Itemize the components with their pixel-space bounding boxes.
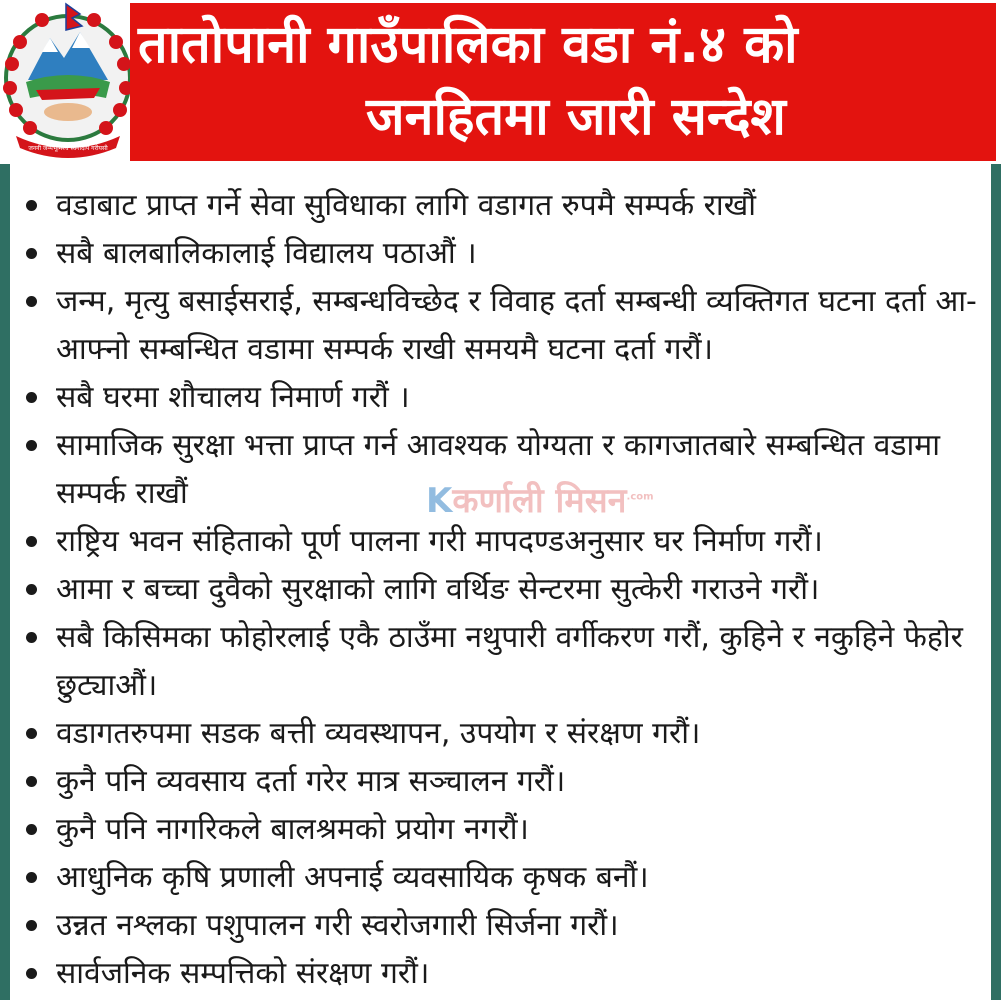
message-text: वडागतरुपमा सडक बत्ती व्यवस्थापन, उपयोग र संरक्षण गरौं। [56, 716, 701, 751]
list-item [10, 854, 991, 902]
emblem-motto: जननी जन्मभूमिश्च स्वर्गादपि गरीयसी [28, 145, 108, 152]
bullet-icon [26, 728, 37, 739]
list-item [10, 278, 991, 374]
message-text: आधुनिक कृषि प्रणाली अपनाई व्यवसायिक कृषक बनौं। [56, 860, 649, 895]
message-text: सामाजिक सुरक्षा भत्ता प्राप्त गर्न आवश्यक योग्यता र कागजातबारे सम्बन्धित वडामा सम्पर्क राखौं [56, 428, 941, 511]
watermark-suffix: .com [626, 491, 654, 503]
bullet-icon [26, 200, 37, 211]
list-item [10, 710, 991, 758]
list-item [10, 566, 991, 614]
message-text: राष्ट्रिय भवन संहिताको पूर्ण पालना गरी मापदण्डअनुसार घर निर्माण गरौं। [56, 524, 823, 559]
list-item [10, 758, 991, 806]
bullet-icon [26, 824, 37, 835]
list-item [10, 182, 991, 230]
watermark-k: K [426, 481, 453, 521]
poster-header [0, 0, 1001, 164]
list-item [10, 950, 991, 998]
bullet-icon [26, 920, 37, 931]
message-text: सबै किसिमका फोहोरलाई एकै ठाउँमा नथुपारी वर्गीकरण गरौं, कुहिने र नकुहिने फेहोर छुट्याऔं। [56, 620, 963, 703]
list-item [10, 374, 991, 422]
message-text: कुनै पनि नागरिकले बालश्रमको प्रयोग नगरौं। [56, 812, 529, 847]
bullet-icon [26, 872, 37, 883]
message-text: सार्वजनिक सम्पत्तिको संरक्षण गरौं। [56, 956, 430, 991]
bullet-icon [26, 968, 37, 979]
list-item [10, 806, 991, 854]
list-item [10, 518, 991, 566]
bullet-icon [26, 440, 37, 451]
watermark [426, 476, 654, 522]
list-item [10, 230, 991, 278]
watermark-text: कर्णाली मिसन [452, 481, 627, 521]
message-panel [6, 164, 995, 1000]
bullet-icon [26, 776, 37, 787]
title-line-1: तातोपानी गाउँपालिका वडा नं.४ को [138, 15, 798, 75]
list-item [10, 902, 991, 950]
message-list [10, 164, 991, 998]
message-text: सबै घरमा शौचालय निमार्ण गरौं । [56, 380, 410, 415]
nepal-emblem-icon [2, 2, 134, 162]
message-text: उन्नत नश्लका पशुपालन गरी स्वरोजगारी सिर्जना गरौं। [56, 908, 619, 943]
message-text: जन्म, मृत्यु बसाईसराई, सम्बन्धविच्छेद र विवाह दर्ता सम्बन्धी व्यक्तिगत घटना दर्ता आ-आफ्नो सम्बन्धित वडामा सम्पर्क राखी समयमै घटना दर्ता गरौं। [56, 284, 977, 367]
bullet-icon [26, 248, 37, 259]
list-item [10, 614, 991, 710]
message-text: वडाबाट प्राप्त गर्ने सेवा सुविधाका लागि वडागत रुपमै सम्पर्क राखौं [56, 188, 757, 223]
bullet-icon [26, 536, 37, 547]
message-text: आमा र बच्चा दुवैको सुरक्षाको लागि वर्थिङ सेन्टरमा सुत्केरी गराउने गरौं। [56, 572, 820, 607]
message-text: सबै बालबालिकालाई विद्यालय पठाऔं । [56, 236, 477, 271]
bullet-icon [26, 632, 37, 643]
bullet-icon [26, 392, 37, 403]
message-text: कुनै पनि व्यवसाय दर्ता गरेर मात्र सञ्चालन गरौं। [56, 764, 566, 799]
bullet-icon [26, 584, 37, 595]
bullet-icon [26, 296, 37, 307]
title-line-2: जनहितमा जारी सन्देश [366, 87, 786, 147]
title-banner [130, 3, 996, 161]
